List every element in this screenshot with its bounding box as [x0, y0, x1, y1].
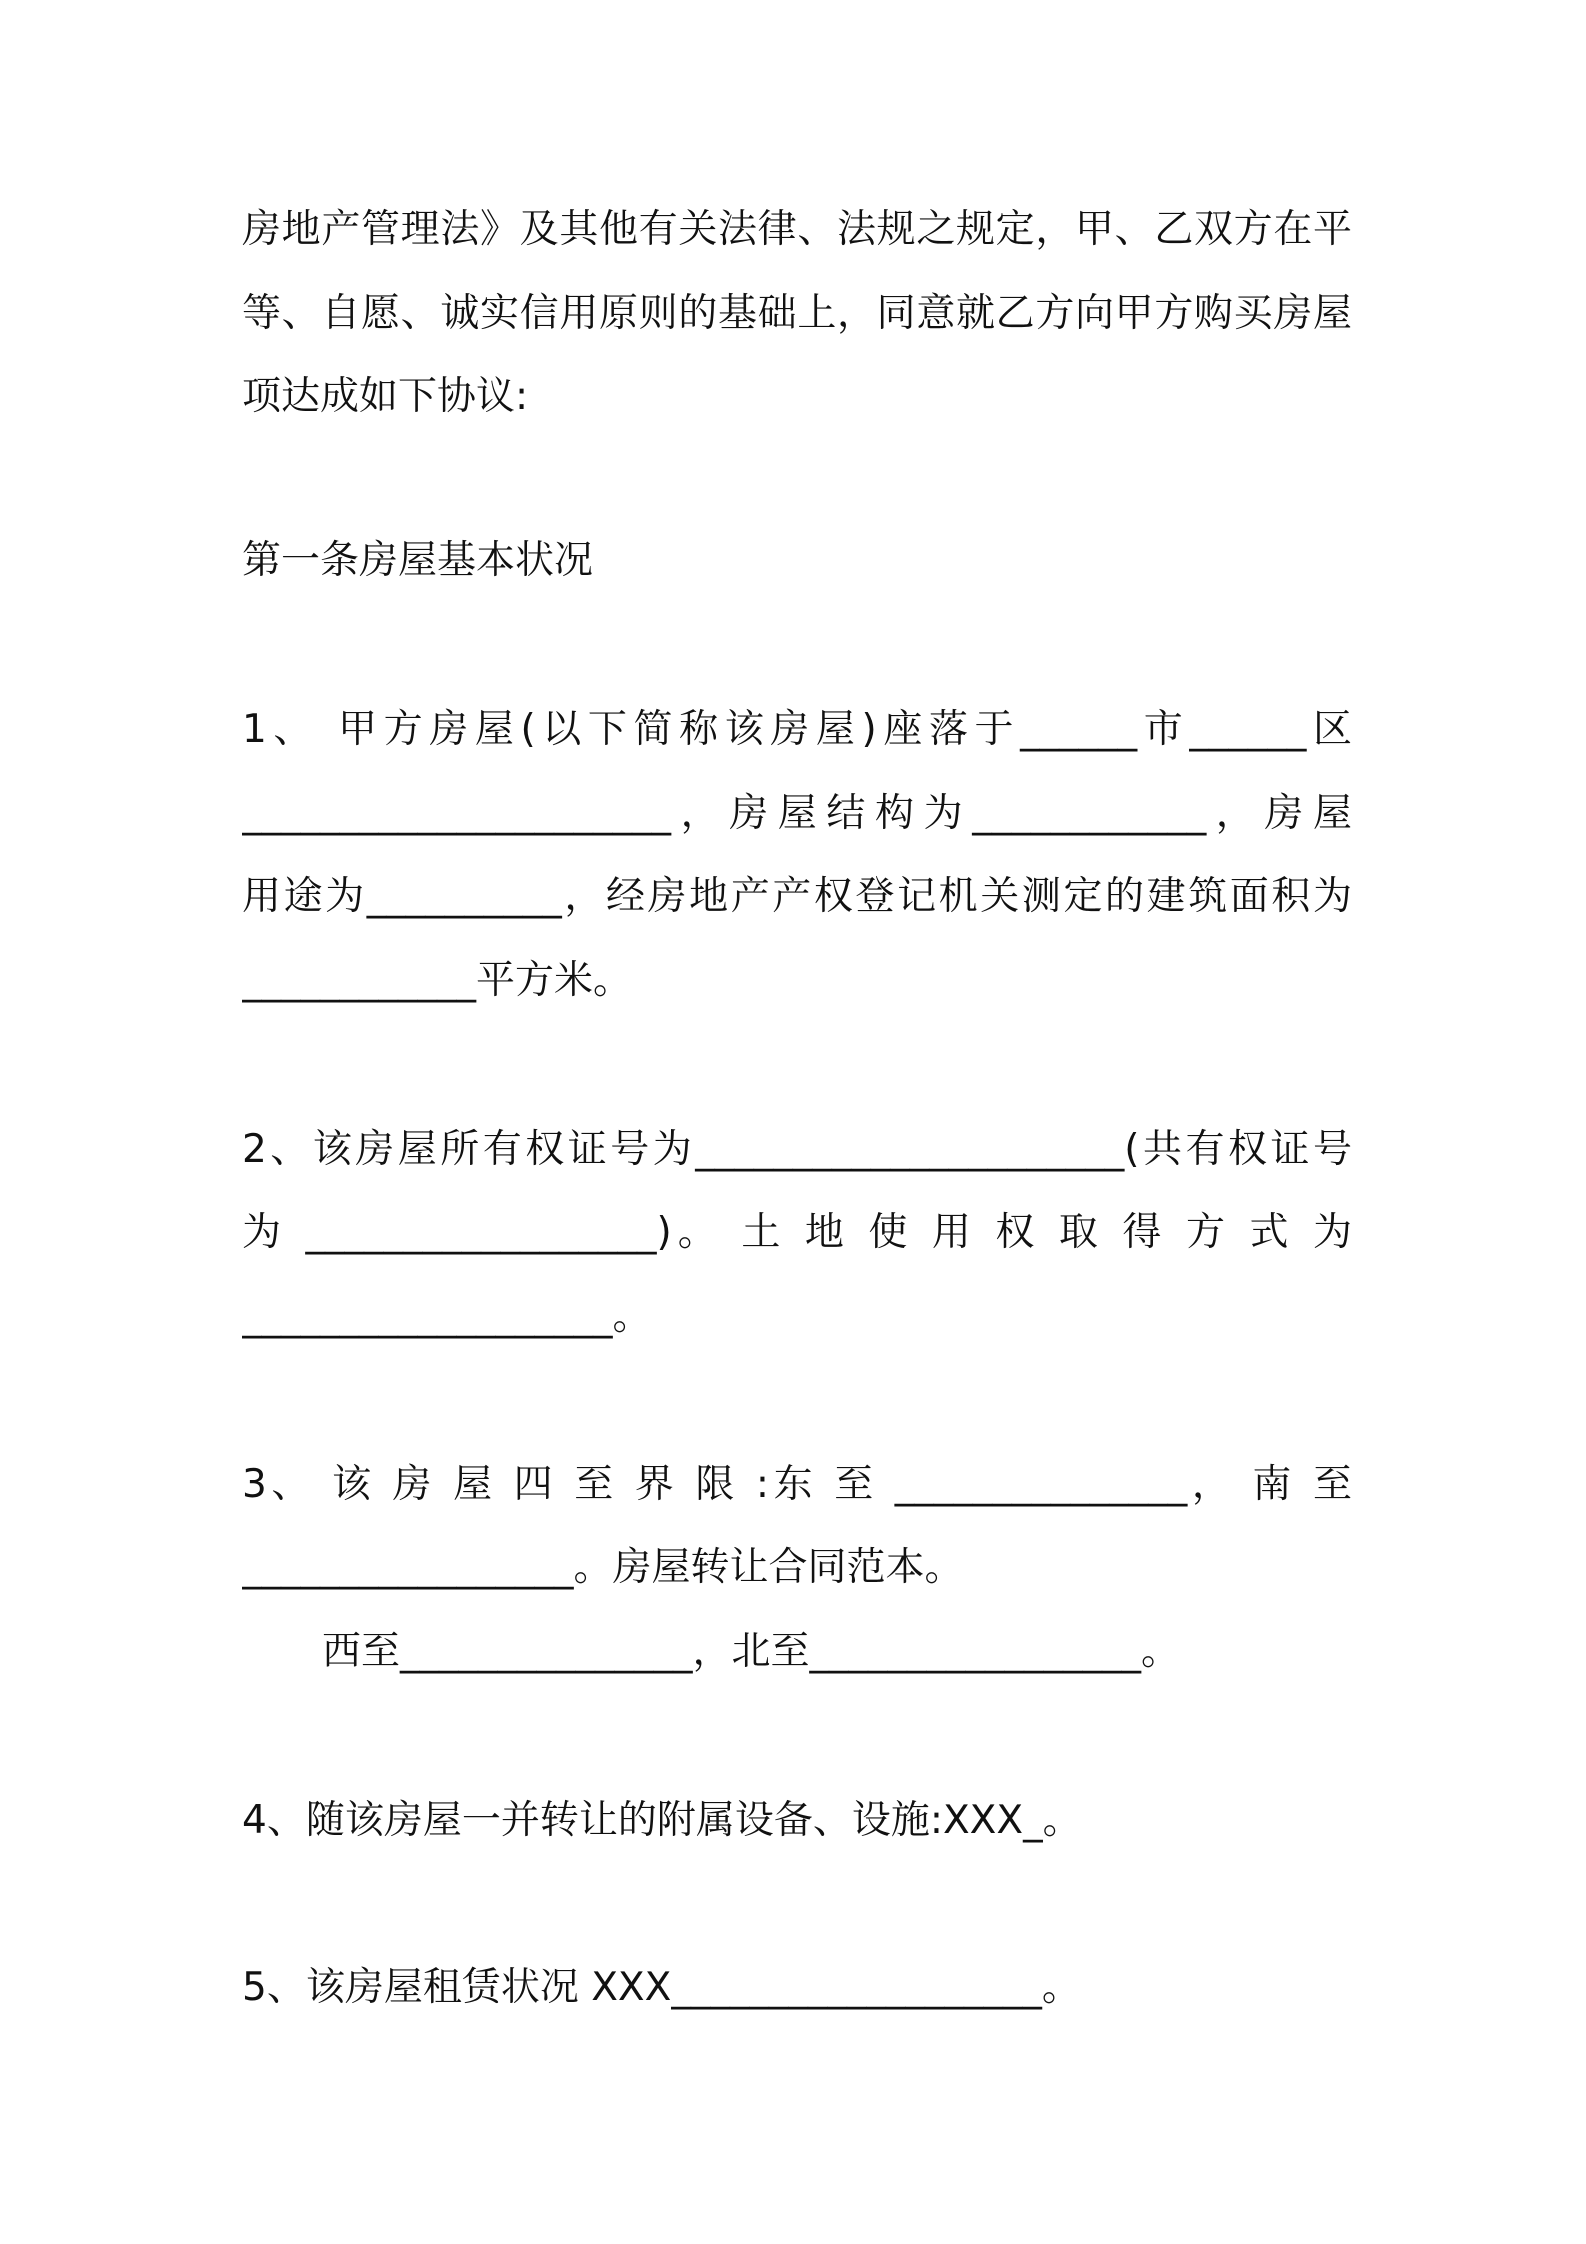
item1-line-1: 1、 甲方房屋(以下简称该房屋)座落于______市______区	[242, 707, 1352, 752]
item4-line: 4、随该房屋一并转让的附属设备、设施:XXX_。	[242, 1798, 1082, 1843]
item2-line-1: 2、该房屋所有权证号为______________________(共有权证号	[242, 1127, 1352, 1172]
item1-line-3: 用途为__________，经房地产产权登记机关测定的建筑面积为	[242, 874, 1352, 919]
item3-line-3: 西至_______________，北至_________________。	[322, 1629, 1181, 1674]
article-heading: 第一条房屋基本状况	[242, 538, 594, 583]
intro-line-2: 等、自愿、诚实信用原则的基础上，同意就乙方向甲方购买房屋	[242, 291, 1352, 336]
item2-line-2: 为 __________________)。 土 地 使 用 权 取 得 方 式 为	[242, 1210, 1352, 1255]
item1-line-2: ______________________，房屋结构为____________，房屋	[242, 791, 1352, 836]
item3-line-1: 3、 该 房 屋 四 至 界 限 :东 至 _______________， 南 至	[242, 1462, 1352, 1507]
item2-line-3: ___________________。	[242, 1294, 652, 1339]
item1-line-4: ____________平方米。	[242, 958, 633, 1003]
item5-line: 5、该房屋租赁状况 XXX___________________。	[242, 1965, 1081, 2010]
item3-line-2: _________________。房屋转让合同范本。	[242, 1545, 964, 1590]
intro-line-3: 项达成如下协议:	[242, 374, 529, 419]
intro-line-1: 房地产管理法》及其他有关法律、法规之规定，甲、乙双方在平	[242, 207, 1352, 252]
